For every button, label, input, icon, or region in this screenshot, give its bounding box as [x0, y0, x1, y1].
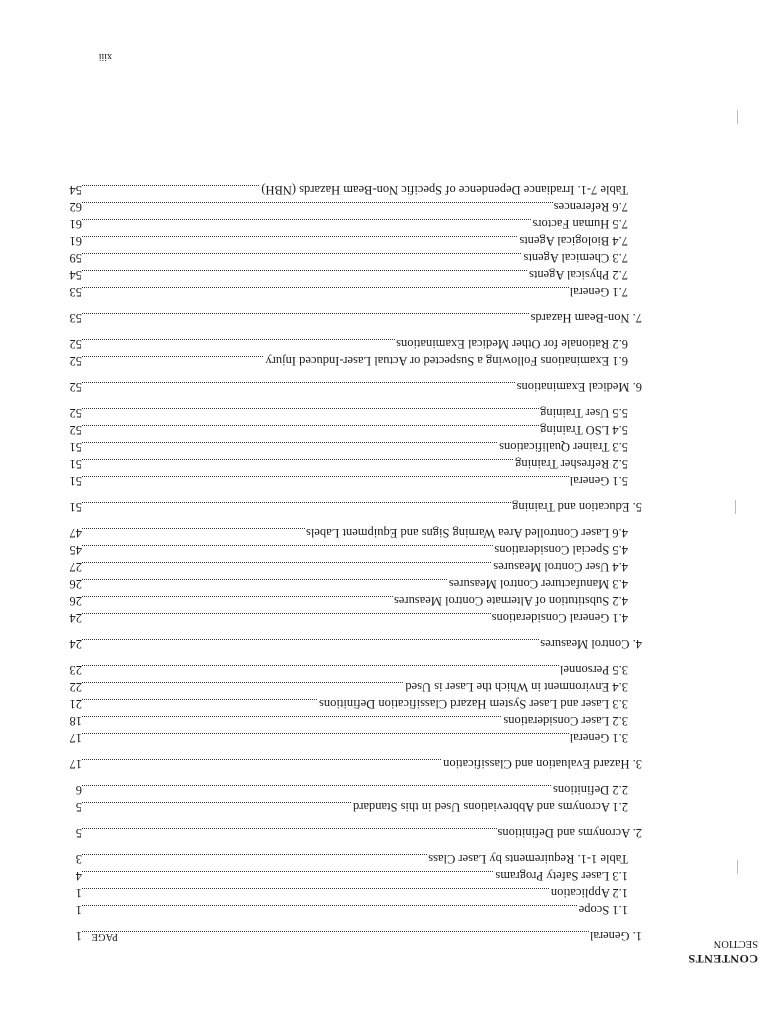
toc-header: [648, 938, 758, 966]
toc-entry-page: 52: [60, 404, 82, 421]
toc-entry-page: 21: [60, 695, 82, 712]
toc-subsection-entry: [60, 181, 642, 198]
toc-entry-page: 17: [60, 729, 82, 746]
toc-subsection-entry: [60, 249, 642, 266]
toc-entry-title: 3.5 Personnel: [559, 663, 628, 677]
toc-subsection-entry: [60, 867, 642, 884]
toc-entry-title: 1.1 Scope: [578, 903, 628, 917]
toc-entry-title: 7. Non-Beam Hazards: [530, 311, 642, 325]
scan-mark: [733, 500, 736, 514]
toc-subsection-entry: [60, 335, 642, 352]
toc-entry-title: 1.2 Application: [550, 886, 628, 900]
toc-subsection-entry: [60, 438, 642, 455]
toc-entry-title: Table 7-1. Irradiance Dependence of Specific Non-Beam Hazards (NBH): [261, 183, 628, 197]
toc-subsection-entry: [60, 781, 642, 798]
toc-subsection-entry: [60, 266, 642, 283]
toc-entry-title: 3.1 General: [569, 731, 628, 745]
toc-subsection-entry: [60, 575, 642, 592]
toc-entry-page: 3: [60, 850, 82, 867]
toc-entry-title: 4.3 Manufacturer Control Measures: [448, 577, 628, 591]
toc-section-entry: [60, 755, 642, 772]
toc-subsection-entry: [60, 678, 642, 695]
toc-section-entry: [60, 498, 642, 515]
toc-entry-title: 5.5 User Training: [540, 406, 628, 420]
toc-entry-title: 7.6 References: [553, 200, 628, 214]
toc-entry-page: 27: [60, 558, 82, 575]
toc-subsection-entry: [60, 524, 642, 541]
toc-entry-page: 52: [60, 378, 82, 395]
toc-entry-page: 51: [60, 472, 82, 489]
toc-entry-title: 7.3 Chemical Agents: [523, 251, 628, 265]
toc-section-entry: [60, 927, 642, 944]
dot-leader: [82, 785, 628, 786]
toc-entry-page: 5: [60, 824, 82, 841]
section-column-label: SECTION: [713, 938, 758, 949]
toc-subsection-entry: [60, 609, 642, 626]
toc-entry-page: 18: [60, 712, 82, 729]
toc-entry-title: 3.2 Laser Considerations: [503, 714, 628, 728]
toc-entry-page: 61: [60, 215, 82, 232]
toc-entry-title: 7.5 Human Factors: [532, 217, 628, 231]
toc-subsection-entry: [60, 850, 642, 867]
toc-subsection-entry: [60, 901, 642, 918]
toc-section-entry: [60, 378, 642, 395]
toc-entry-page: 26: [60, 575, 82, 592]
table-of-contents: [60, 181, 642, 944]
toc-subsection-entry: [60, 352, 642, 369]
toc-entry-title: 4.4 User Control Measures: [493, 560, 628, 574]
toc-entry-page: 62: [60, 198, 82, 215]
dot-leader: [82, 905, 628, 906]
toc-entry-title: 7.2 Physical Agents: [529, 268, 628, 282]
toc-entry-title: 6. Medical Examinations: [516, 380, 642, 394]
toc-entry-page: 51: [60, 438, 82, 455]
toc-subsection-entry: [60, 884, 642, 901]
toc-subsection-entry: [60, 798, 642, 815]
toc-entry-title: 7.1 General: [569, 285, 628, 299]
toc-entry-title: 5. Education and Training: [512, 500, 642, 514]
toc-entry-title: 3. Hazard Evaluation and Classification: [443, 757, 642, 771]
toc-entry-page: 45: [60, 541, 82, 558]
toc-entry-page: 26: [60, 592, 82, 609]
toc-entry-title: 4.2 Substitution of Alternate Control Measures: [393, 594, 628, 608]
dot-leader: [82, 476, 628, 477]
toc-subsection-entry: [60, 472, 642, 489]
contents-heading: CONTENTS: [687, 952, 758, 966]
toc-subsection-entry: [60, 283, 642, 300]
toc-subsection-entry: [60, 421, 642, 438]
toc-entry-page: 52: [60, 335, 82, 352]
dot-leader: [82, 733, 628, 734]
toc-subsection-entry: [60, 541, 642, 558]
toc-entry-title: 4.5 Special Considerations: [494, 543, 628, 557]
toc-section-entry: [60, 824, 642, 841]
toc-entry-title: 6.1 Examinations Following a Suspected or Actual Laser-Induced Injury: [265, 354, 628, 368]
dot-leader: [82, 202, 628, 203]
toc-entry-page: 24: [60, 609, 82, 626]
toc-entry-title: 5.2 Refresher Training: [515, 457, 628, 471]
toc-subsection-entry: [60, 558, 642, 575]
toc-section-entry: [60, 309, 642, 326]
dot-leader: [82, 931, 642, 932]
toc-subsection-entry: [60, 455, 642, 472]
toc-entry-page: 52: [60, 421, 82, 438]
toc-entry-title: 3.4 Environment in Which the Laser is Used: [405, 680, 628, 694]
toc-entry-title: 5.4 LSO Training: [540, 423, 628, 437]
toc-entry-page: 51: [60, 455, 82, 472]
toc-entry-page: 53: [60, 309, 82, 326]
toc-subsection-entry: [60, 232, 642, 249]
toc-entry-title: 7.4 Biological Agents: [519, 234, 628, 248]
toc-entry-page: 53: [60, 283, 82, 300]
toc-entry-title: Table 1-1. Requirements by Laser Class: [428, 852, 628, 866]
toc-subsection-entry: [60, 695, 642, 712]
toc-subsection-entry: [60, 712, 642, 729]
toc-entry-page: 22: [60, 678, 82, 695]
dot-leader: [82, 287, 628, 288]
toc-subsection-entry: [60, 404, 642, 421]
scan-mark: [735, 860, 738, 874]
toc-entry-page: 24: [60, 635, 82, 652]
dot-leader: [82, 888, 628, 889]
page-column-label: PAGE: [91, 931, 118, 942]
toc-entry-page: 1: [60, 884, 82, 901]
toc-entry-title: 4.1 General Considerations: [491, 611, 628, 625]
toc-subsection-entry: [60, 198, 642, 215]
toc-entry-page: 54: [60, 266, 82, 283]
toc-entry-title: 5.1 General: [569, 474, 628, 488]
toc-subsection-entry: [60, 215, 642, 232]
toc-entry-title: 6.2 Rationale for Other Medical Examinations: [396, 337, 628, 351]
toc-entry-title: 4. Control Measures: [540, 637, 642, 651]
toc-entry-page: 1: [60, 901, 82, 918]
toc-entry-page: 59: [60, 249, 82, 266]
toc-entry-page: 47: [60, 524, 82, 541]
toc-subsection-entry: [60, 592, 642, 609]
toc-entry-page: 5: [60, 798, 82, 815]
toc-entry-page: 51: [60, 498, 82, 515]
toc-entry-title: 2.1 Acronyms and Abbreviations Used in this Standard: [353, 800, 628, 814]
toc-section-entry: [60, 635, 642, 652]
toc-entry-title: 5.3 Trainer Qualifications: [499, 440, 628, 454]
toc-entry-page: 23: [60, 661, 82, 678]
toc-subsection-entry: [60, 729, 642, 746]
toc-entry-title: 4.6 Laser Controlled Area Warning Signs and Equipment Labels: [306, 526, 628, 540]
toc-entry-page: 1: [60, 927, 82, 944]
toc-entry-title: 2.2 Definitions: [553, 783, 628, 797]
toc-entry-page: 4: [60, 867, 82, 884]
toc-subsection-entry: [60, 661, 642, 678]
toc-entry-title: 3.3 Laser and Laser System Hazard Classification Definitions: [319, 697, 628, 711]
toc-entry-page: 54: [60, 181, 82, 198]
toc-entry-title: 2. Acronyms and Definitions: [497, 826, 642, 840]
toc-entry-page: 52: [60, 352, 82, 369]
page-number: xiii: [98, 51, 112, 62]
dot-leader: [82, 665, 628, 666]
scan-mark: [735, 110, 738, 124]
toc-entry-page: 61: [60, 232, 82, 249]
toc-entry-title: 1.3 Laser Safety Programs: [495, 869, 628, 883]
toc-entry-title: 1. General: [589, 929, 642, 943]
toc-entry-page: 17: [60, 755, 82, 772]
toc-entry-page: 6: [60, 781, 82, 798]
